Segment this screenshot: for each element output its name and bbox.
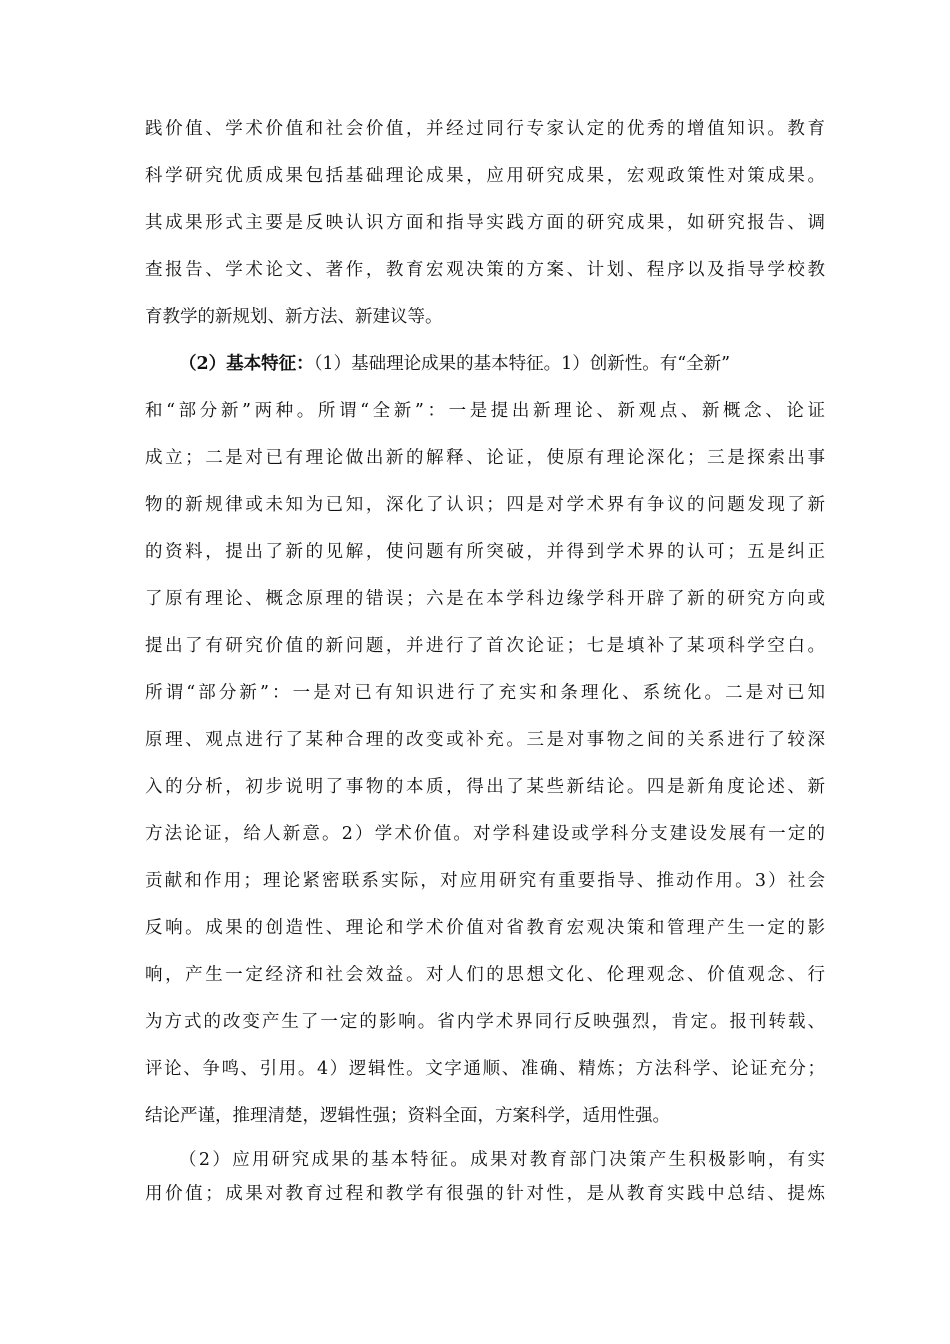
text-line: 和“部分新”两种。所谓“全新”：一是提出新理论、新观点、新概念、论证 — [145, 401, 825, 421]
text-line: 原理、观点进行了某种合理的改变或补充。三是对事物之间的关系进行了较深 — [145, 730, 825, 750]
text-line: （2）应用研究成果的基本特征。成果对教育部门决策产生积极影响，有实 — [179, 1150, 825, 1170]
text-line: 育教学的新规划、新方法、新建议等。 — [145, 307, 443, 327]
text-line: 入的分析，初步说明了事物的本质，得出了某些新结论。四是新角度论述、新 — [145, 777, 825, 797]
text-line: 物的新规律或未知为已知，深化了认识；四是对学术界有争议的问题发现了新 — [145, 495, 825, 515]
text-line: 方法论证，给人新意。2）学术价值。对学科建设或学科分支建设发展有一定的 — [145, 824, 825, 844]
text-line: 了原有理论、概念原理的错误；六是在本学科边缘学科开辟了新的研究方向或 — [145, 589, 825, 609]
paragraph-basic-features — [145, 341, 825, 1140]
heading-continuation: （1）基础理论成果的基本特征。1）创新性。有“全新” — [313, 354, 731, 374]
paragraph-definition — [145, 106, 825, 341]
paragraph-applied-research — [145, 1143, 825, 1211]
text-line: 贡献和作用；理论紧密联系实际，对应用研究有重要指导、推动作用。3）社会 — [145, 871, 825, 891]
text-line: 查报告、学术论文、著作，教育宏观决策的方案、计划、程序以及指导学校教 — [145, 260, 825, 280]
text-line: 践价值、学术价值和社会价值，并经过同行专家认定的优秀的增值知识。教育 — [145, 119, 825, 139]
text-line: 用价值；成果对教育过程和教学有很强的针对性，是从教育实践中总结、提炼 — [145, 1184, 825, 1204]
text-line: 科学研究优质成果包括基础理论成果，应用研究成果，宏观政策性对策成果。 — [145, 166, 825, 186]
text-line: 结论严谨，推理清楚，逻辑性强；资料全面，方案科学，适用性强。 — [145, 1106, 670, 1126]
text-line: 为方式的改变产生了一定的影响。省内学术界同行反映强烈，肯定。报刊转载、 — [145, 1012, 825, 1032]
section-heading: （2）基本特征： — [179, 354, 314, 374]
text-line: 成立；二是对已有理论做出新的解释、论证，使原有理论深化；三是探索出事 — [145, 448, 825, 468]
text-line — [145, 341, 825, 388]
text-line: 的资料，提出了新的见解，使问题有所突破，并得到学术界的认可；五是纠正 — [145, 542, 825, 562]
text-line: 反响。成果的创造性、理论和学术价值对省教育宏观决策和管理产生一定的影 — [145, 918, 825, 938]
text-line: 提出了有研究价值的新问题，并进行了首次论证；七是填补了某项科学空白。 — [145, 636, 825, 656]
text-line: 响，产生一定经济和社会效益。对人们的思想文化、伦理观念、价值观念、行 — [145, 965, 825, 985]
text-line: 评论、争鸣、引用。4）逻辑性。文字通顺、准确、精炼；方法科学、论证充分； — [145, 1059, 825, 1079]
text-line: 其成果形式主要是反映认识方面和指导实践方面的研究成果，如研究报告、调 — [145, 213, 825, 233]
text-line: 所谓“部分新”：一是对已有知识进行了充实和条理化、系统化。二是对已知 — [145, 683, 825, 703]
